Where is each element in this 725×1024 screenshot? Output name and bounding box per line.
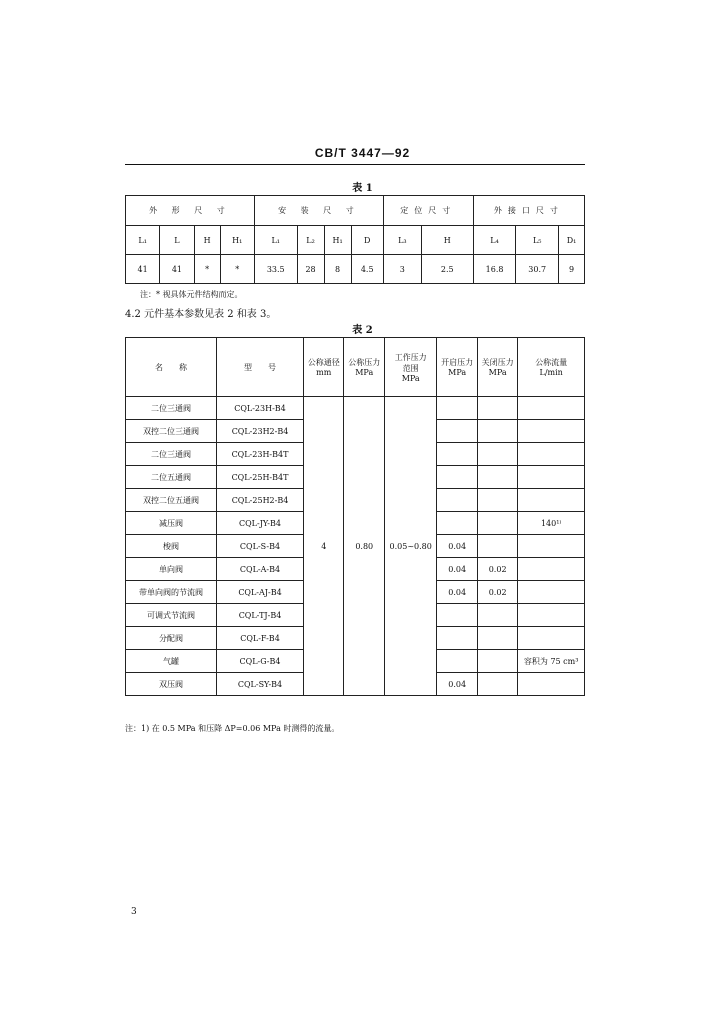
t1-cell: 16.8 — [473, 255, 516, 284]
row-flow — [518, 558, 585, 581]
row-open — [437, 420, 477, 443]
row-name: 二位三通阀 — [126, 443, 217, 466]
t1-cell: * — [194, 255, 220, 284]
table1-caption: 表 1 — [352, 183, 373, 194]
t1-cell: 2.5 — [421, 255, 473, 284]
t2-header-range-label1: 工作压力 — [394, 352, 427, 362]
row-close — [477, 535, 517, 558]
row-name: 二位五通阀 — [126, 466, 217, 489]
t1-cell: 3 — [383, 255, 421, 284]
row-model: CQL-25H2-B4 — [217, 489, 304, 512]
row-name: 二位三通阀 — [126, 397, 217, 420]
t1-col: L₁ — [254, 226, 297, 255]
t2-header-range-label2: 范围 — [402, 363, 419, 373]
row-flow — [518, 397, 585, 420]
row-flow — [518, 443, 585, 466]
row-open — [437, 397, 477, 420]
table2-caption: 表 2 — [352, 325, 373, 336]
t1-col: L₄ — [473, 226, 516, 255]
row-name: 双控二位五通阀 — [126, 489, 217, 512]
row-model: CQL-SY-B4 — [217, 673, 304, 696]
t2-header-open — [437, 338, 477, 397]
t2-header-pressure-unit: MPa — [355, 368, 374, 377]
t2-header-open-label: 开启压力 — [441, 358, 474, 367]
row-open: 0.04 — [437, 581, 477, 604]
row-flow — [518, 673, 585, 696]
t1-group-outline: 外 形 尺 寸 — [126, 196, 255, 226]
row-name: 带单向阀的节流阀 — [126, 581, 217, 604]
row-flow — [518, 489, 585, 512]
row-close — [477, 673, 517, 696]
row-model: CQL-JY-B4 — [217, 512, 304, 535]
t2-header-flow-label: 公称流量 — [535, 358, 568, 367]
t1-col: H — [421, 226, 473, 255]
table-row — [126, 397, 585, 420]
row-model: CQL-TJ-B4 — [217, 604, 304, 627]
row-open — [437, 650, 477, 673]
row-open: 0.04 — [437, 558, 477, 581]
row-name: 梭阀 — [126, 535, 217, 558]
row-close — [477, 466, 517, 489]
row-close — [477, 604, 517, 627]
page-number: 3 — [131, 907, 137, 917]
header-rule — [125, 164, 585, 165]
t1-cell: 8 — [324, 255, 351, 284]
row-open — [437, 512, 477, 535]
row-close — [477, 397, 517, 420]
t1-group-port: 外接口尺寸 — [473, 196, 584, 226]
row-model: CQL-23H-B4T — [217, 443, 304, 466]
row-flow: 容积为 75 cm³ — [518, 650, 585, 673]
t2-header-diameter-unit: mm — [316, 368, 332, 377]
t2-header-range-unit: MPa — [401, 373, 420, 383]
row-name: 双控二位三通阀 — [126, 420, 217, 443]
row-open: 0.04 — [437, 535, 477, 558]
merged-pressure: 0.80 — [344, 397, 384, 696]
row-flow — [518, 420, 585, 443]
row-close — [477, 420, 517, 443]
t1-col: L₁ — [126, 226, 160, 255]
t1-col: D₁ — [559, 226, 585, 255]
row-model: CQL-25H-B4T — [217, 466, 304, 489]
table2 — [125, 337, 585, 696]
t2-header-pressure-label: 公称压力 — [348, 358, 381, 367]
t1-col: D — [351, 226, 383, 255]
row-flow — [518, 604, 585, 627]
t1-col: L₂ — [297, 226, 324, 255]
row-model: CQL-F-B4 — [217, 627, 304, 650]
table2-body — [126, 397, 585, 696]
t1-cell: 41 — [160, 255, 194, 284]
row-close — [477, 627, 517, 650]
standard-header: CB/T 3447—92 — [314, 146, 411, 160]
t2-header-range — [384, 338, 436, 397]
t1-cell: 4.5 — [351, 255, 383, 284]
t1-cell: 30.7 — [516, 255, 559, 284]
row-close — [477, 512, 517, 535]
row-close: 0.02 — [477, 558, 517, 581]
section-4-2: 4.2 元件基本参数见表 2 和表 3。 — [125, 309, 277, 320]
t1-group-mount: 安 装 尺 寸 — [254, 196, 383, 226]
row-flow — [518, 581, 585, 604]
t2-header-close-label: 关闭压力 — [481, 358, 514, 367]
row-flow: 140¹⁾ — [518, 512, 585, 535]
t1-col: L₃ — [383, 226, 421, 255]
t2-header-pressure — [344, 338, 384, 397]
row-close: 0.02 — [477, 581, 517, 604]
t1-cell: 41 — [126, 255, 160, 284]
t1-cell: * — [220, 255, 254, 284]
table1 — [125, 195, 585, 284]
row-flow — [518, 466, 585, 489]
t2-header-flow-unit: L/min — [539, 368, 563, 377]
merged-range: 0.05~0.80 — [384, 397, 436, 696]
t2-header-model: 型 号 — [217, 338, 304, 397]
t2-header-flow — [518, 338, 585, 397]
row-open — [437, 466, 477, 489]
row-name: 可调式节流阀 — [126, 604, 217, 627]
row-flow — [518, 535, 585, 558]
t2-header-diameter — [304, 338, 344, 397]
row-open: 0.04 — [437, 673, 477, 696]
row-close — [477, 650, 517, 673]
row-model: CQL-23H2-B4 — [217, 420, 304, 443]
row-model: CQL-A-B4 — [217, 558, 304, 581]
row-close — [477, 489, 517, 512]
row-name: 气罐 — [126, 650, 217, 673]
t2-header-diameter-label: 公称通径 — [307, 358, 340, 367]
t2-header-name: 名 称 — [126, 338, 217, 397]
row-name: 单向阀 — [126, 558, 217, 581]
row-open — [437, 604, 477, 627]
t2-header-open-unit: MPa — [448, 368, 467, 377]
t2-header-close — [477, 338, 517, 397]
row-open — [437, 489, 477, 512]
t1-cell: 33.5 — [254, 255, 297, 284]
row-open — [437, 627, 477, 650]
row-model: CQL-G-B4 — [217, 650, 304, 673]
row-name: 双压阀 — [126, 673, 217, 696]
t1-group-locate: 定位尺寸 — [383, 196, 473, 226]
row-model: CQL-S-B4 — [217, 535, 304, 558]
row-name: 分配阀 — [126, 627, 217, 650]
t2-header-close-unit: MPa — [488, 368, 507, 377]
t1-col: L — [160, 226, 194, 255]
merged-diameter: 4 — [304, 397, 344, 696]
row-model: CQL-AJ-B4 — [217, 581, 304, 604]
t1-col: L₅ — [516, 226, 559, 255]
row-name: 减压阀 — [126, 512, 217, 535]
t1-col: H₁ — [220, 226, 254, 255]
row-model: CQL-23H-B4 — [217, 397, 304, 420]
table1-note: 注：* 视具体元件结构而定。 — [140, 290, 243, 299]
table2-note: 注：1) 在 0.5 MPa 和压降 ΔP=0.06 MPa 时测得的流量。 — [125, 724, 340, 733]
t1-col: H — [194, 226, 220, 255]
row-flow — [518, 627, 585, 650]
row-open — [437, 443, 477, 466]
row-close — [477, 443, 517, 466]
t1-col: H₁ — [324, 226, 351, 255]
t1-cell: 28 — [297, 255, 324, 284]
t1-cell: 9 — [559, 255, 585, 284]
